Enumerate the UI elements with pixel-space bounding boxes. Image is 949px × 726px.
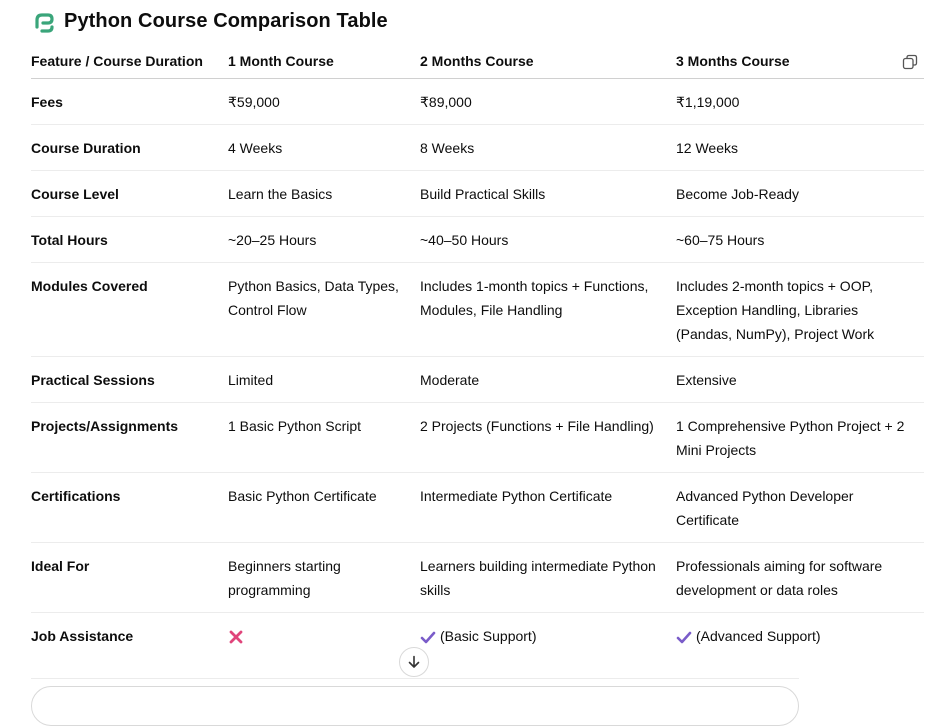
scroll-down-button[interactable] [399, 647, 429, 677]
page-title: Python Course Comparison Table [64, 10, 388, 32]
table-cell: 2 Projects (Functions + File Handling) [420, 403, 676, 473]
feature-cell: Job Assistance [31, 628, 134, 644]
app-logo-icon [33, 11, 55, 33]
check-mark-icon [420, 630, 436, 644]
table-cell: Learn the Basics [228, 171, 420, 217]
column-header: 2 Months Course [420, 44, 676, 79]
feature-cell: Practical Sessions [31, 357, 228, 403]
table-cell: ₹89,000 [420, 79, 676, 125]
table-row [31, 263, 924, 357]
table-cell: ₹1,19,000 [676, 79, 924, 125]
table-cell: Extensive [676, 357, 924, 403]
table-row [31, 357, 924, 403]
message-composer[interactable] [31, 686, 799, 726]
table-cell: ~60–75 Hours [676, 217, 924, 263]
table-cell: ~20–25 Hours [228, 217, 420, 263]
table-cell: ₹59,000 [228, 79, 420, 125]
column-header: 1 Month Course [228, 44, 420, 79]
feature-cell: Course Duration [31, 125, 228, 171]
job-assistance-text: (Advanced Support) [696, 628, 821, 644]
table-row-job-assistance [31, 613, 924, 659]
table-cell: Limited [228, 357, 420, 403]
feature-cell: Fees [31, 79, 228, 125]
feature-cell: Modules Covered [31, 263, 228, 357]
table-cell: 12 Weeks [676, 125, 924, 171]
table-row [31, 125, 924, 171]
feature-cell: Total Hours [31, 217, 228, 263]
table-row [31, 543, 924, 613]
table-cell [420, 613, 676, 659]
table-cell: Python Basics, Data Types, Control Flow [228, 263, 420, 357]
table-cell [228, 613, 420, 659]
table-header-row [31, 44, 924, 79]
table-cell: ~40–50 Hours [420, 217, 676, 263]
feature-cell: Projects/Assignments [31, 403, 228, 473]
feature-cell: Course Level [31, 171, 228, 217]
table-row [31, 171, 924, 217]
table-cell: Build Practical Skills [420, 171, 676, 217]
column-header [676, 44, 924, 79]
column-header-label: 3 Months Course [676, 53, 790, 69]
table-cell: Beginners starting programming [228, 543, 420, 613]
table-row [31, 473, 924, 543]
table-cell: Basic Python Certificate [228, 473, 420, 543]
table-row [31, 403, 924, 473]
column-header: Feature / Course Duration [31, 44, 228, 79]
table-cell: Become Job-Ready [676, 171, 924, 217]
table-cell [676, 613, 924, 659]
arrow-down-icon [407, 655, 421, 669]
table-cell: Moderate [420, 357, 676, 403]
comparison-table [31, 44, 924, 658]
table-cell: Professionals aiming for software development or data roles [676, 543, 924, 613]
table-cell: 1 Comprehensive Python Project + 2 Mini Projects [676, 403, 924, 473]
check-mark-icon [676, 630, 692, 644]
job-assistance-text: (Basic Support) [440, 628, 537, 644]
feature-cell: Certifications [31, 473, 228, 543]
table-cell: 8 Weeks [420, 125, 676, 171]
comparison-table-container [31, 44, 924, 658]
table-cell: Intermediate Python Certificate [420, 473, 676, 543]
table-row [31, 217, 924, 263]
copy-icon[interactable] [902, 54, 918, 70]
table-cell: Includes 2-month topics + OOP, Exception Handling, Libraries (Pandas, NumPy), Project Work [676, 263, 924, 357]
feature-cell: Ideal For [31, 543, 228, 613]
divider [31, 678, 799, 679]
table-cell: Learners building intermediate Python skills [420, 543, 676, 613]
table-row [31, 79, 924, 125]
table-cell: Includes 1-month topics + Functions, Modules, File Handling [420, 263, 676, 357]
table-cell: Advanced Python Developer Certificate [676, 473, 924, 543]
table-cell: 4 Weeks [228, 125, 420, 171]
table-cell: 1 Basic Python Script [228, 403, 420, 473]
cross-mark-icon [228, 629, 244, 645]
page-header [33, 10, 388, 33]
